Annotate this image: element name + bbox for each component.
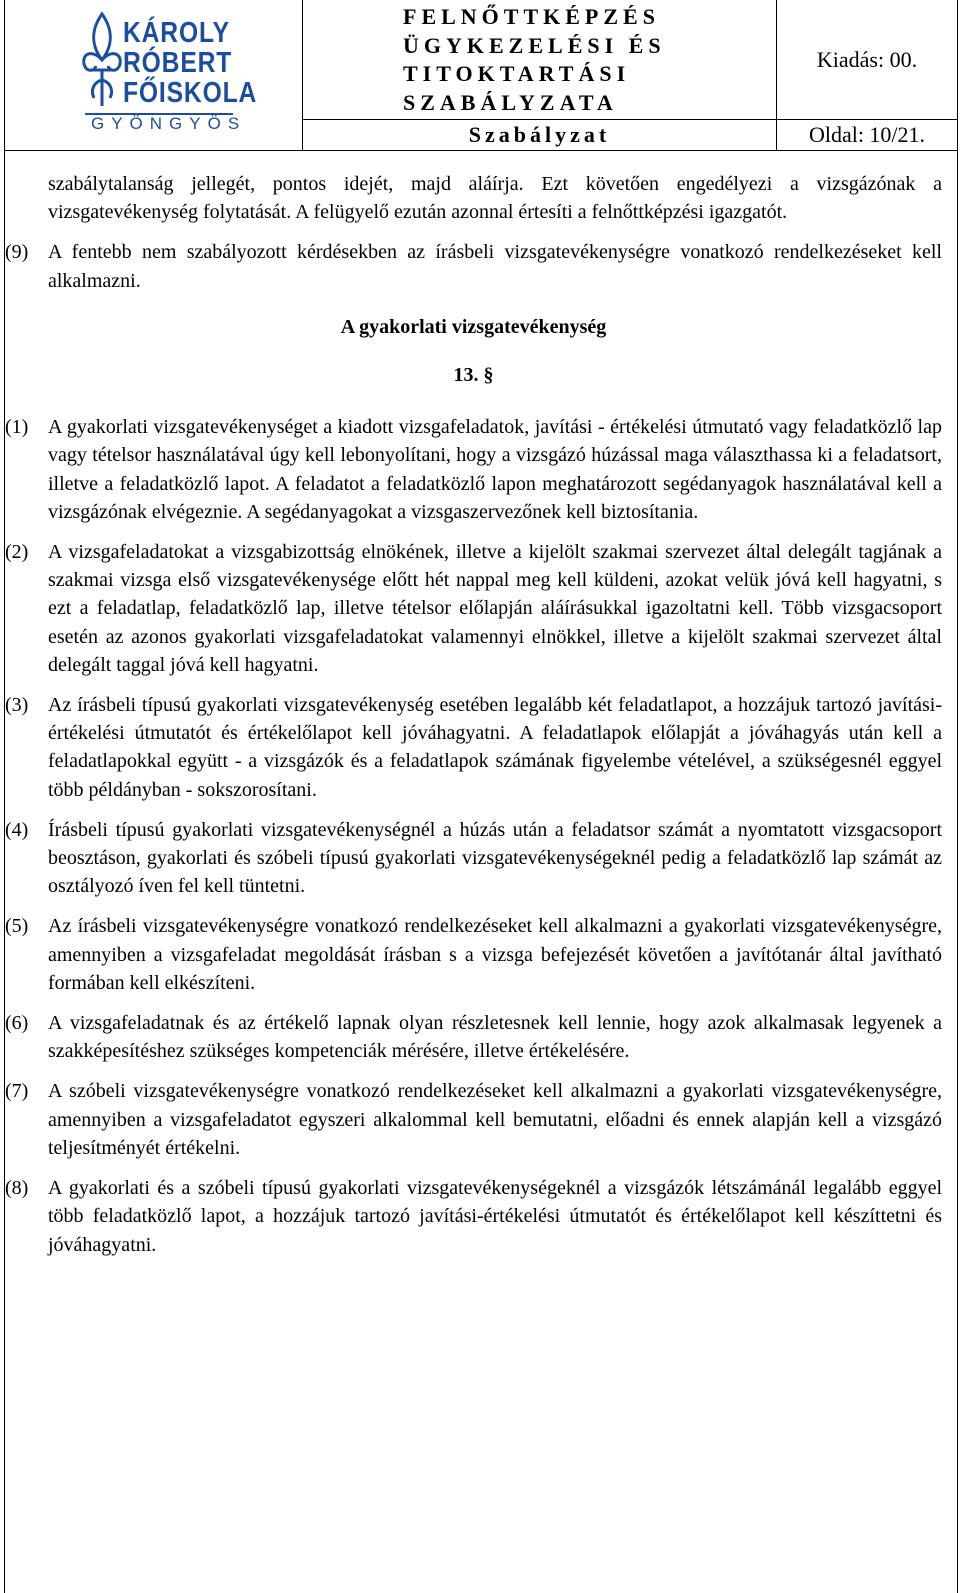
continuation-paragraph: szabálytalanság jellegét, pontos idejét, majd aláírja. Ezt követően engedélyezi a vizsgázónak a vizsgatevékenység folytatását. A felügyelő ezután azonnal értesíti a felnőttképzési igazgatót. [48, 173, 942, 224]
paragraph-text: A vizsgafeladatnak és az értékelő lapnak olyan részletesnek kell lennie, hogy azok alkalmasak legyenek a szakképesítéshez szükséges kompetenciák mérésére, illetve értékelésére. [48, 1012, 942, 1063]
document-title [303, 0, 777, 120]
paragraph-number: (1) [5, 416, 29, 439]
logo-cell [5, 0, 303, 150]
logo-text-line1: KÁROLY [123, 17, 230, 49]
title-line: SZABÁLYZATA [403, 89, 618, 115]
paragraph-7 [5, 1077, 942, 1162]
page-number: Oldal: 10/21. [808, 122, 926, 147]
paragraph-text: Az írásbeli vizsgatevékenységre vonatkozó rendelkezéseket kell alkalmazni a gyakorlati vizsgatevékenységre, amennyiben a vizsgafeladat megoldását írásban s a vizsga befejezését követően a javítótanár által javítható formában kell elkészíteni. [48, 915, 942, 994]
paragraph-text: Az írásbeli típusú gyakorlati vizsgatevékenység esetében legalább két feladatlapot, a hozzájuk tartozó javítási-értékelési útmutatót és értékelőlapot kell jóváhagyatni. A feladatlapok előlapját a jóváhagyás után kell a feladatlapokkal együtt - a vizsgázók és a feladatlapok számának figyelembe vételével, a szükségesnél eggyel több példányban - sokszorosítani. [48, 694, 942, 801]
paragraph-number: (5) [5, 915, 29, 938]
paragraph-text: A vizsgafeladatokat a vizsgabizottság elnökének, illetve a kijelölt szakmai szervezet által delegált tagjának a szakmai vizsga első vizsgatevékenysége előtt hét nappal meg kell küldeni, azokat velük jóvá kell hagyatni, s ezt a feladatlap, feladatközlő lap, illetve tételsor előlapján aláírásukkal igazoltatni kell. Több vizsgacsoport esetén az azonos gyakorlati vizsgafeladatokat valamennyi elnökkel, illetve a kijelölt szakmai szervezet által delegált taggal jóvá kell hagyatni. [48, 541, 942, 676]
paragraph-text: A gyakorlati és a szóbeli típusú gyakorlati vizsgatevékenységeknél a vizsgázók létszámánál legalább eggyel több feladatközlő lapot, a hozzájuk tartozó javítási-értékelési útmutatót és értékelőlapot kell készíttetni és jóváhagyatni. [48, 1177, 942, 1256]
paragraph-number: (8) [5, 1177, 29, 1200]
logo-city: GYÖNGYÖS [91, 114, 247, 133]
paragraph-5 [5, 912, 942, 997]
paragraph-text: A szóbeli vizsgatevékenységre vonatkozó rendelkezéseket kell alkalmazni a gyakorlati vizsgatevékenységre, amennyiben a vizsgafeladatot egyszeri alkalommal kell bemutatni, előadni és ennek alapján kell a vizsgázó teljesítményét értékelni. [48, 1080, 942, 1159]
paragraph-number: (3) [5, 694, 29, 717]
logo-text-line3: FŐISKOLA [123, 77, 258, 109]
paragraph-4 [5, 816, 942, 901]
paragraph-2 [5, 538, 942, 679]
logo-text-line2: RÓBERT [123, 47, 233, 79]
paragraph-text: A fentebb nem szabályozott kérdésekben az írásbeli vizsgatevékenységre vonatkozó rendelkezéseket kell alkalmazni. [48, 241, 942, 292]
paragraph-number: (9) [5, 241, 29, 264]
document-body [5, 170, 942, 1271]
document-type: Szabályzat [303, 120, 777, 150]
paragraph-number: (7) [5, 1080, 29, 1103]
paragraph-1 [5, 413, 942, 526]
paragraph-6 [5, 1009, 942, 1065]
paragraph-number: (6) [5, 1012, 29, 1035]
issue-number: Kiadás: 00. [777, 0, 957, 120]
paragraph-text: Írásbeli típusú gyakorlati vizsgatevékenységnél a húzás után a feladatsor számát a nyomtatott vizsgacsoport beosztáson, gyakorlati és szóbeli típusú gyakorlati vizsgatevékenységeknél pedig a feladatközlő lap számát az osztályozó íven fel kell tüntetni. [48, 818, 942, 898]
title-line: TITOKTARTÁSI [403, 61, 631, 86]
section-title: A gyakorlati vizsgatevékenység [340, 315, 607, 338]
fleur-de-lis-icon [80, 10, 124, 110]
section-number: 13. § [453, 364, 494, 387]
paragraph-number: (4) [5, 818, 29, 841]
paragraph-text: A gyakorlati vizsgatevékenységet a kiadott vizsgafeladatok, javítási - értékelési útmutató vagy feladatközlő lap vagy tételsor használatával úgy kell lebonyolítani, hogy a vizsgázó húzással maga választhassa ki a feladatsort, illetve a feladatközlő lapot. A feladatot a feladatközlő lapon meghatározott segédanyagok használatával kell a vizsgázónak elvégeznie. A segédanyagokat a vizsgaszervezőnek kell biztosítania. [48, 416, 942, 523]
document-header [4, 0, 958, 151]
title-line: FELNŐTTKÉPZÉS [403, 4, 660, 29]
title-line: ÜGYKEZELÉSI ÉS [403, 32, 666, 58]
paragraph-8 [5, 1174, 942, 1259]
paragraph-9 [5, 238, 942, 294]
paragraph-number: (2) [5, 541, 29, 564]
paragraph-3 [5, 691, 942, 804]
